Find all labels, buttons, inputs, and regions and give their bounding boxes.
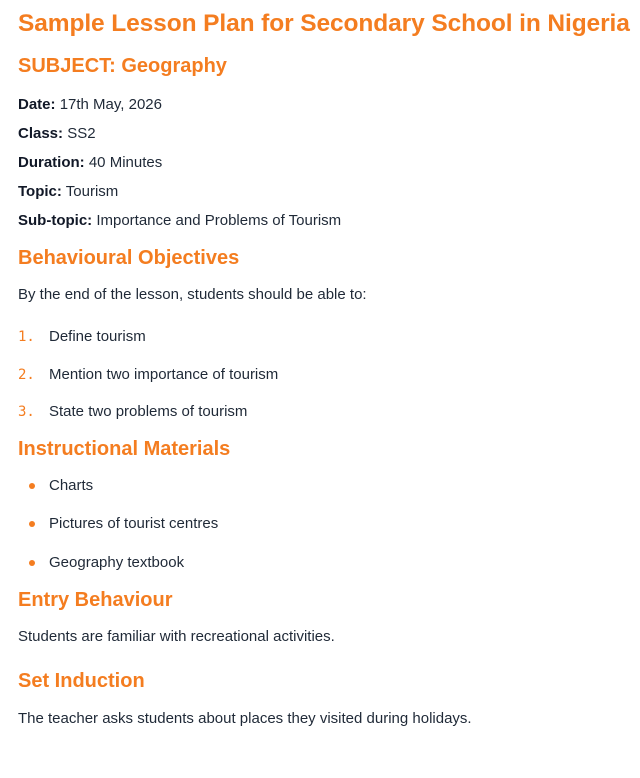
list-item <box>18 364 640 402</box>
meta-value: SS2 <box>67 125 96 142</box>
meta-key: Duration: <box>18 154 85 171</box>
section-title-objectives: Behavioural Objectives <box>18 247 240 269</box>
lesson-meta <box>18 90 640 235</box>
list-item-text: Pictures of tourist centres <box>49 515 219 532</box>
list-item-text: State two problems of tourism <box>49 403 248 420</box>
meta-duration <box>18 148 640 177</box>
list-item-text: Mention two importance of tourism <box>49 365 279 383</box>
set-induction-text: The teacher asks students about places they visited during holidays. <box>18 710 472 727</box>
list-item <box>18 513 640 552</box>
meta-value: 40 Minutes <box>88 154 163 171</box>
bullet-icon <box>29 521 35 527</box>
meta-topic <box>18 177 640 206</box>
meta-subtopic <box>18 206 640 235</box>
meta-key: Date: <box>18 96 56 113</box>
meta-key: Class: <box>18 125 64 142</box>
meta-key: Topic: <box>18 183 62 200</box>
list-item-text: Define tourism <box>49 328 146 345</box>
list-item <box>18 326 640 364</box>
objectives-list <box>18 326 640 439</box>
meta-key: Sub-topic: <box>18 212 93 229</box>
subject-heading: SUBJECT: Geography <box>18 55 227 77</box>
meta-value: 17th May, 2026 <box>59 96 162 113</box>
materials-list <box>18 475 640 591</box>
bullet-icon <box>29 483 35 489</box>
list-item-text: Geography textbook <box>49 553 185 571</box>
bullet-icon <box>29 560 35 566</box>
lesson-plan-document <box>18 0 640 730</box>
meta-date <box>18 90 640 119</box>
section-title-materials: Instructional Materials <box>18 437 231 460</box>
objectives-intro: By the end of the lesson, students should be able to: <box>18 286 367 303</box>
meta-value: Importance and Problems of Tourism <box>96 212 342 229</box>
entry-behaviour-text: Students are familiar with recreational activities. <box>18 628 335 645</box>
list-item <box>18 475 640 514</box>
meta-value: Tourism <box>65 183 119 200</box>
page-title: Sample Lesson Plan for Secondary School in Nigeria <box>18 10 630 37</box>
section-title-set-induction: Set Induction <box>18 670 145 692</box>
meta-class <box>18 119 640 148</box>
section-title-entry-behaviour: Entry Behaviour <box>18 589 173 611</box>
list-number: 3. <box>18 404 35 420</box>
list-number: 2. <box>18 366 35 383</box>
list-number: 1. <box>18 329 35 345</box>
list-item-text: Charts <box>49 476 94 494</box>
list-item <box>18 552 640 591</box>
list-item <box>18 401 640 439</box>
